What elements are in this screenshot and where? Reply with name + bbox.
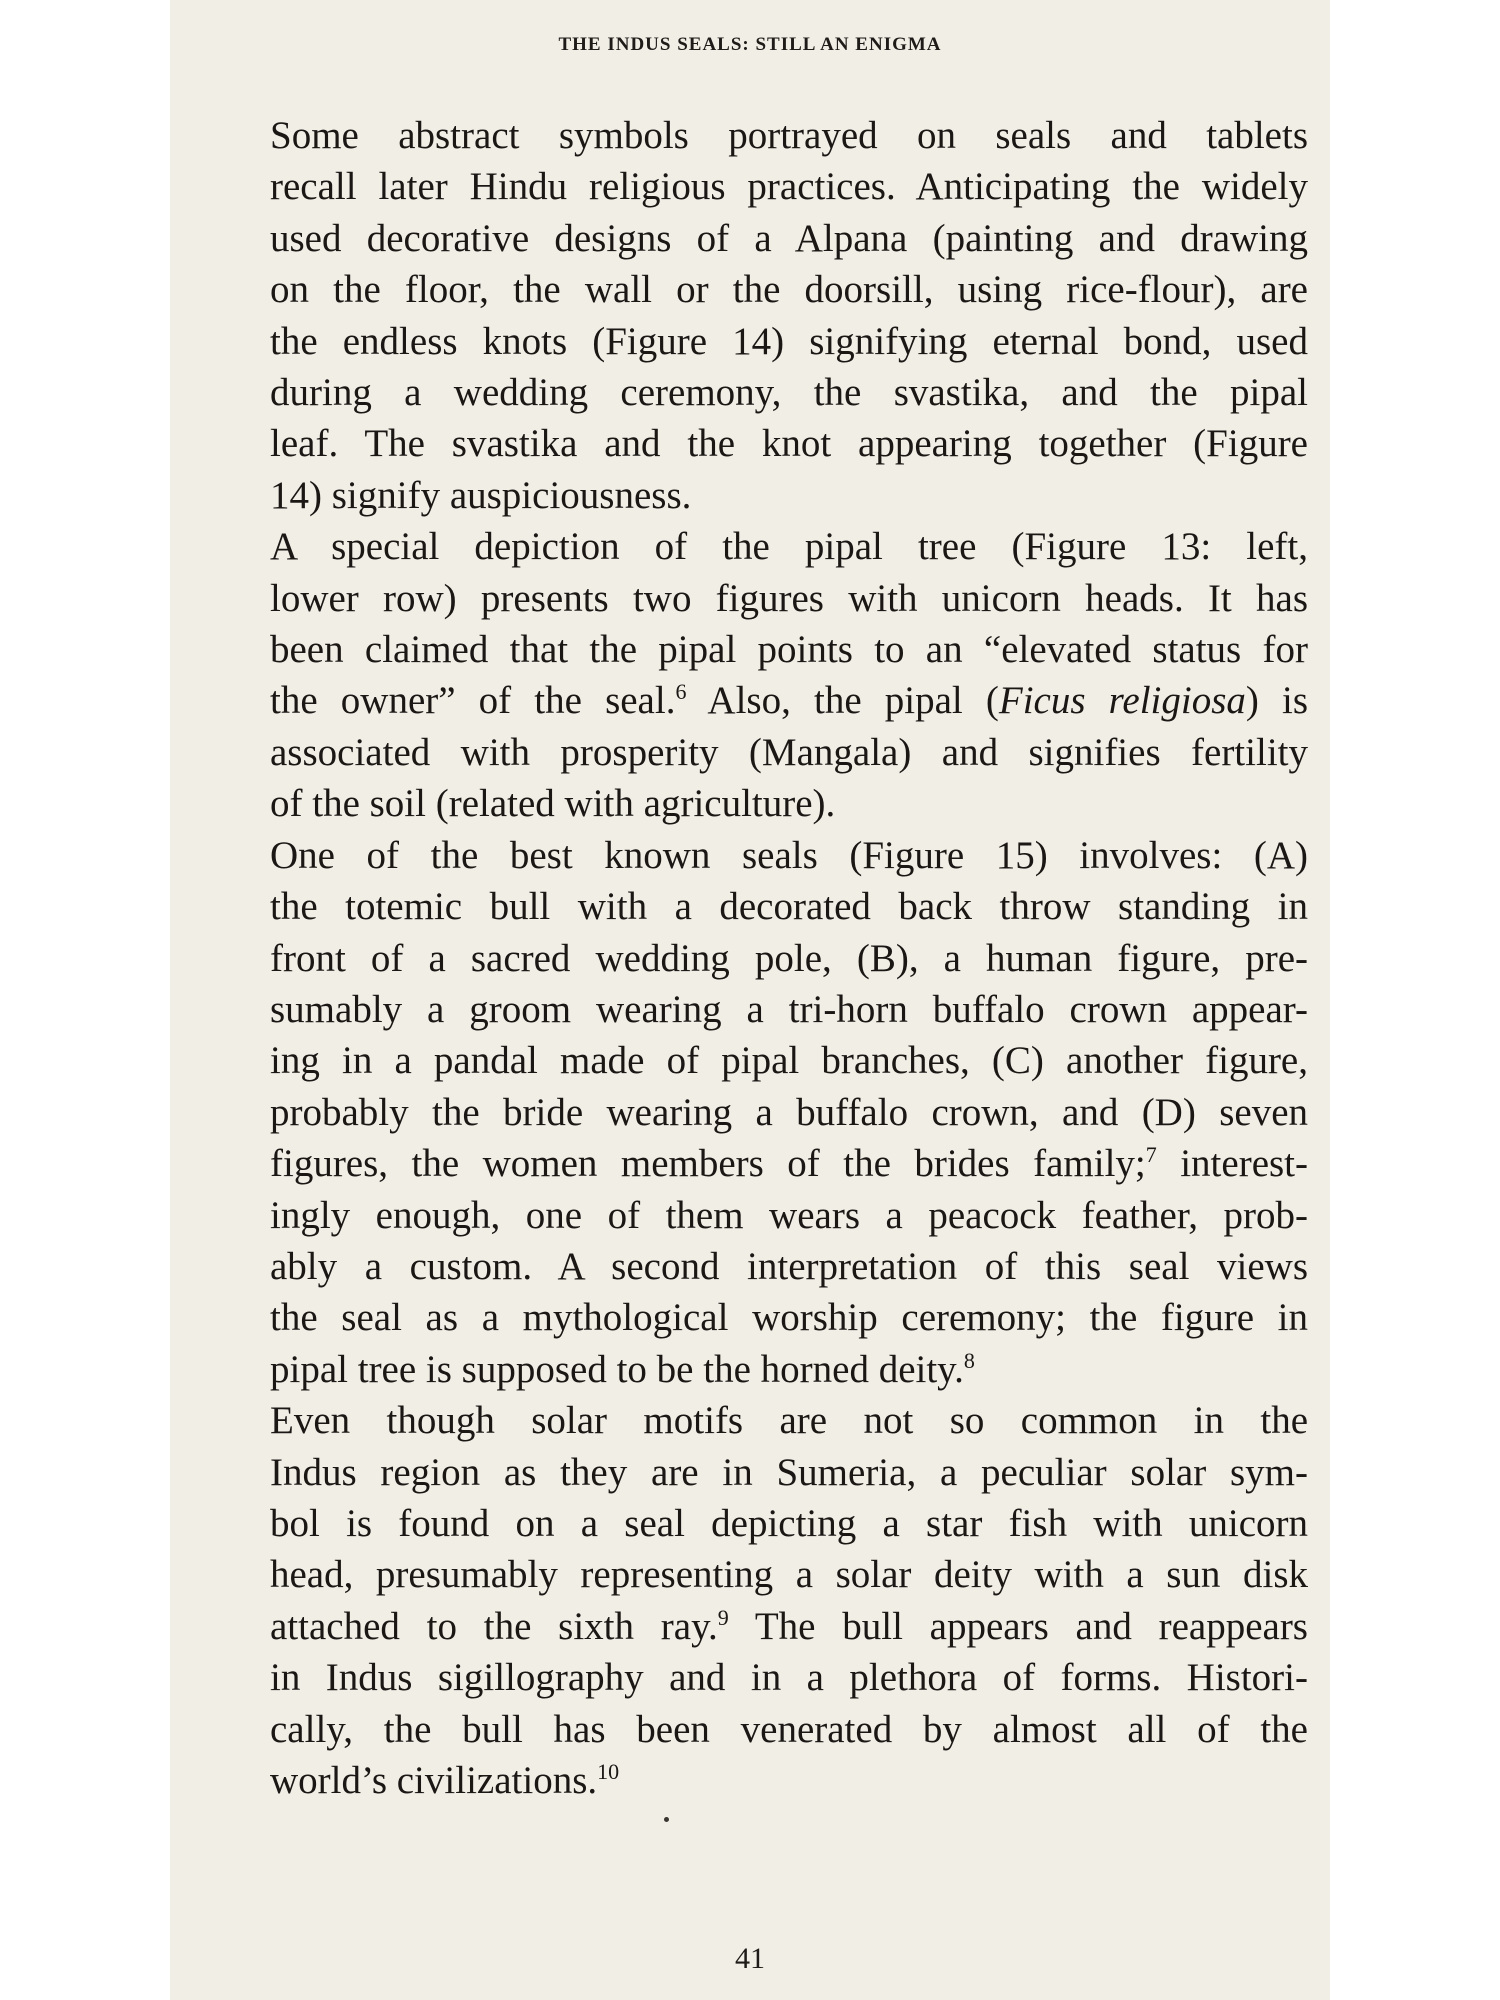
text-line: cally, the bull has been venerated by almost all of the [270,1707,1308,1751]
text-line: probably the bride wearing a buffalo crown, and (D) seven [270,1090,1308,1134]
text-line: Some abstract symbols portrayed on seals and tablets [270,114,1308,157]
text-line: 14) signify auspiciousness. [270,473,692,517]
text-segment: pipal tree is supposed to be the horned deity. [270,1347,964,1391]
text-line: Even though solar motifs are not so common in the [270,1399,1308,1443]
text-line: Indus region as they are in Sumeria, a peculiar solar sym- [270,1450,1308,1494]
text-line [198,1601,1308,1652]
text-line [198,1344,1308,1395]
text-line: recall later Hindu religious practices. Anticipating the widely [270,165,1308,209]
paragraph-3 [198,830,1308,1395]
text-line: of the soil (related with agriculture). [270,782,836,826]
text-line: ably a custom. A second interpretation of this seal views [270,1244,1308,1288]
text-segment: ) is [1245,679,1309,723]
footnote-ref: 8 [963,1347,975,1373]
text-segment: interest- [1156,1142,1309,1186]
text-segment: attached to the sixth ray. [270,1604,718,1648]
text-line: ingly enough, one of them wears a peacock feather, prob- [270,1193,1308,1237]
text-line: lower row) presents two figures with unicorn heads. It has [270,576,1308,620]
text-line: the totemic bull with a decorated back throw standing in [270,885,1308,929]
text-line: the endless knots (Figure 14) signifying eternal bond, used [270,319,1308,363]
text-segment: world’s civilizations. [270,1759,598,1802]
text-line: associated with prosperity (Mangala) and signifies fertility [270,730,1308,774]
text-line: front of a sacred wedding pole, (B), a human figure, pre- [270,936,1308,980]
text-segment: Also, the pipal ( [686,679,999,723]
stray-ink-dot [664,1817,669,1822]
text-segment: figures, the women members of the brides family; [270,1142,1146,1186]
text-line: been claimed that the pipal points to an “elevated status for [270,628,1308,672]
text-line: A special depiction of the pipal tree (Figure 13: left, [270,525,1308,569]
text-segment: the owner” of the seal. [270,679,676,723]
paragraph-2 [198,521,1308,829]
page-number: 41 [735,1942,765,1975]
italic-term: Ficus religiosa [998,679,1246,723]
text-line: One of the best known seals (Figure 15) involves: (A) [270,833,1308,877]
text-line [198,1138,1308,1189]
paragraph-1 [198,110,1308,521]
text-line: leaf. The svastika and the knot appearing together (Figure [270,422,1308,466]
text-segment: The bull appears and reappears [728,1604,1308,1648]
paragraph-4 [198,1395,1308,1806]
running-head: THE INDUS SEALS: STILL AN ENIGMA [558,34,942,55]
text-line [198,675,1308,726]
footnote-ref: 9 [717,1604,729,1630]
footnote-ref: 6 [675,679,687,705]
body-text [198,110,1308,1806]
text-line: during a wedding ceremony, the svastika, and the pipal [270,371,1308,415]
text-line: head, presumably representing a solar deity with a sun disk [270,1553,1308,1597]
text-line: on the floor, the wall or the doorsill, using rice-flour), are [270,268,1308,312]
text-line [198,1755,1308,1806]
text-line: bol is found on a seal depicting a star fish with unicorn [270,1501,1308,1545]
text-line: ing in a pandal made of pipal branches, (C) another figure, [270,1039,1308,1083]
text-line: the seal as a mythological worship ceremony; the figure in [270,1296,1308,1340]
text-line: sumably a groom wearing a tri-horn buffalo crown appear- [270,987,1308,1031]
footnote-ref: 10 [597,1759,620,1784]
text-line: used decorative designs of a Alpana (painting and drawing [270,216,1308,260]
text-line: in Indus sigillography and in a plethora of forms. Histori- [270,1656,1308,1700]
footnote-ref: 7 [1145,1142,1157,1168]
